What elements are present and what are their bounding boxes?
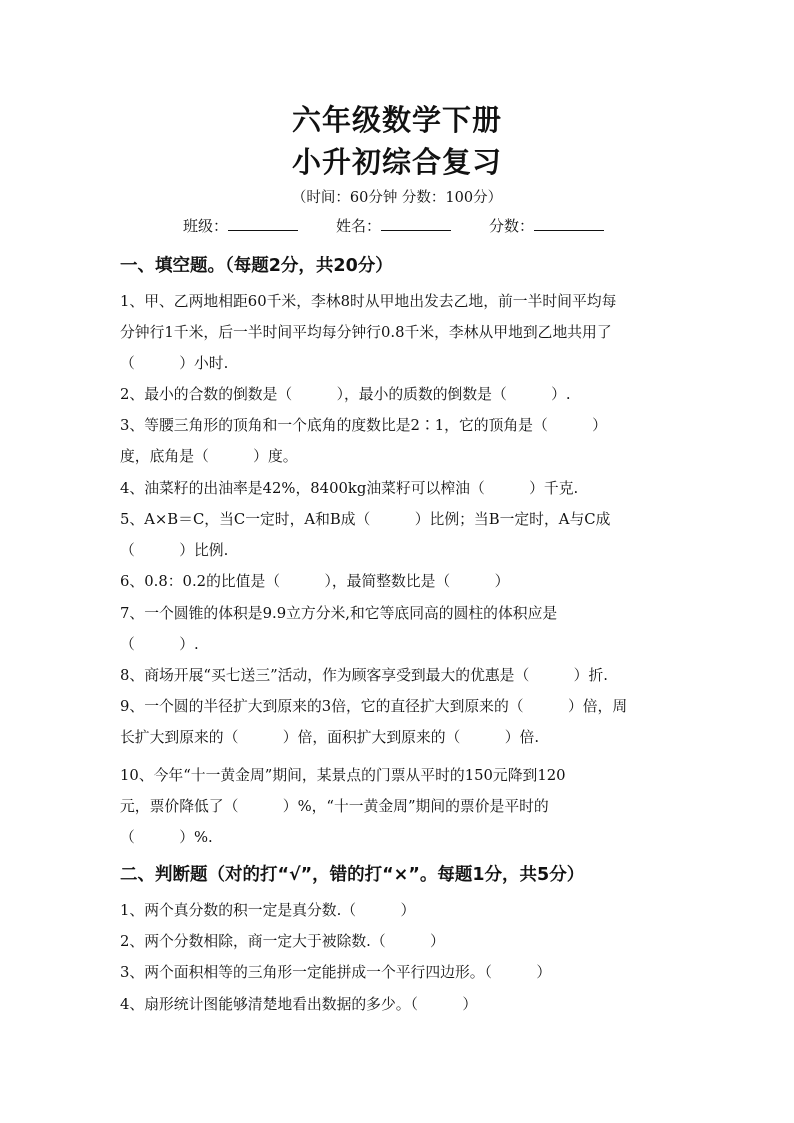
question-line: 分钟行1千米，后一半时间平均每分钟行0.8千米，李林从甲地到乙地共用了: [120, 324, 612, 341]
section1-heading: 一、填空题。（每题2分，共20分）: [120, 256, 393, 276]
page-subtitle-title: 小升初综合复习: [291, 145, 502, 179]
page-title: 六年级数学下册: [291, 103, 502, 137]
question-line: 2、两个分数相除，商一定大于被除数.（ ）: [120, 933, 445, 950]
question-line: 元，票价降低了（ ）%，“十一黄金周”期间的票价是平时的: [120, 798, 549, 815]
question-line: 7、一个圆锥的体积是9.9立方分米,和它等底同高的圆柱的体积应是: [120, 605, 558, 622]
time-score-info: （时间：60分钟 分数：100分）: [291, 190, 503, 206]
score-field: [489, 215, 604, 236]
name-field: [336, 215, 451, 236]
question-line: 5、A×B＝C，当C一定时，A和B成（ ）比例；当B一定时，A与C成: [120, 511, 611, 528]
question-line: 长扩大到原来的（ ）倍，面积扩大到原来的（ ）倍.: [120, 729, 540, 746]
question-line: 1、甲、乙两地相距60千米，李林8时从甲地出发去乙地，前一半时间平均每: [120, 293, 617, 310]
score-label: 分数：: [489, 217, 535, 235]
name-blank[interactable]: [381, 216, 451, 231]
question-line: 度，底角是（ ）度。: [120, 448, 298, 465]
question-line: （ ）%.: [120, 829, 213, 846]
question-line: 2、最小的合数的倒数是（ ），最小的质数的倒数是（ ）.: [120, 386, 571, 403]
question-line: 8、商场开展“买七送三”活动，作为顾客享受到最大的优惠是（ ）折.: [120, 667, 608, 684]
question-line: 4、油菜籽的出油率是42%，8400kg油菜籽可以榨油（ ）千克.: [120, 480, 579, 497]
question-line: 6、0.8：0.2的比值是（ ），最简整数比是（ ）: [120, 573, 510, 590]
class-label: 班级：: [183, 217, 229, 235]
score-blank[interactable]: [534, 216, 604, 231]
question-line: 1、两个真分数的积一定是真分数.（ ）: [120, 902, 416, 919]
question-line: 10、今年“十一黄金周”期间，某景点的门票从平时的150元降到120: [120, 767, 566, 784]
class-field: [183, 215, 298, 236]
question-line: 3、等腰三角形的顶角和一个底角的度数比是2∶1，它的顶角是（ ）: [120, 417, 607, 434]
name-label: 姓名：: [336, 217, 382, 235]
class-blank[interactable]: [228, 216, 298, 231]
question-line: （ ）小时.: [120, 355, 229, 372]
question-line: （ ）比例.: [120, 542, 229, 559]
question-line: （ ）.: [120, 636, 199, 653]
question-line: 9、一个圆的半径扩大到原来的3倍，它的直径扩大到原来的（ ）倍，周: [120, 698, 628, 715]
question-line: 4、扇形统计图能够清楚地看出数据的多少。（ ）: [120, 996, 478, 1013]
question-line: 3、两个面积相等的三角形一定能拼成一个平行四边形。（ ）: [120, 964, 552, 981]
section2-heading: 二、判断题（对的打“√”，错的打“×”。每题1分，共5分）: [120, 865, 585, 885]
